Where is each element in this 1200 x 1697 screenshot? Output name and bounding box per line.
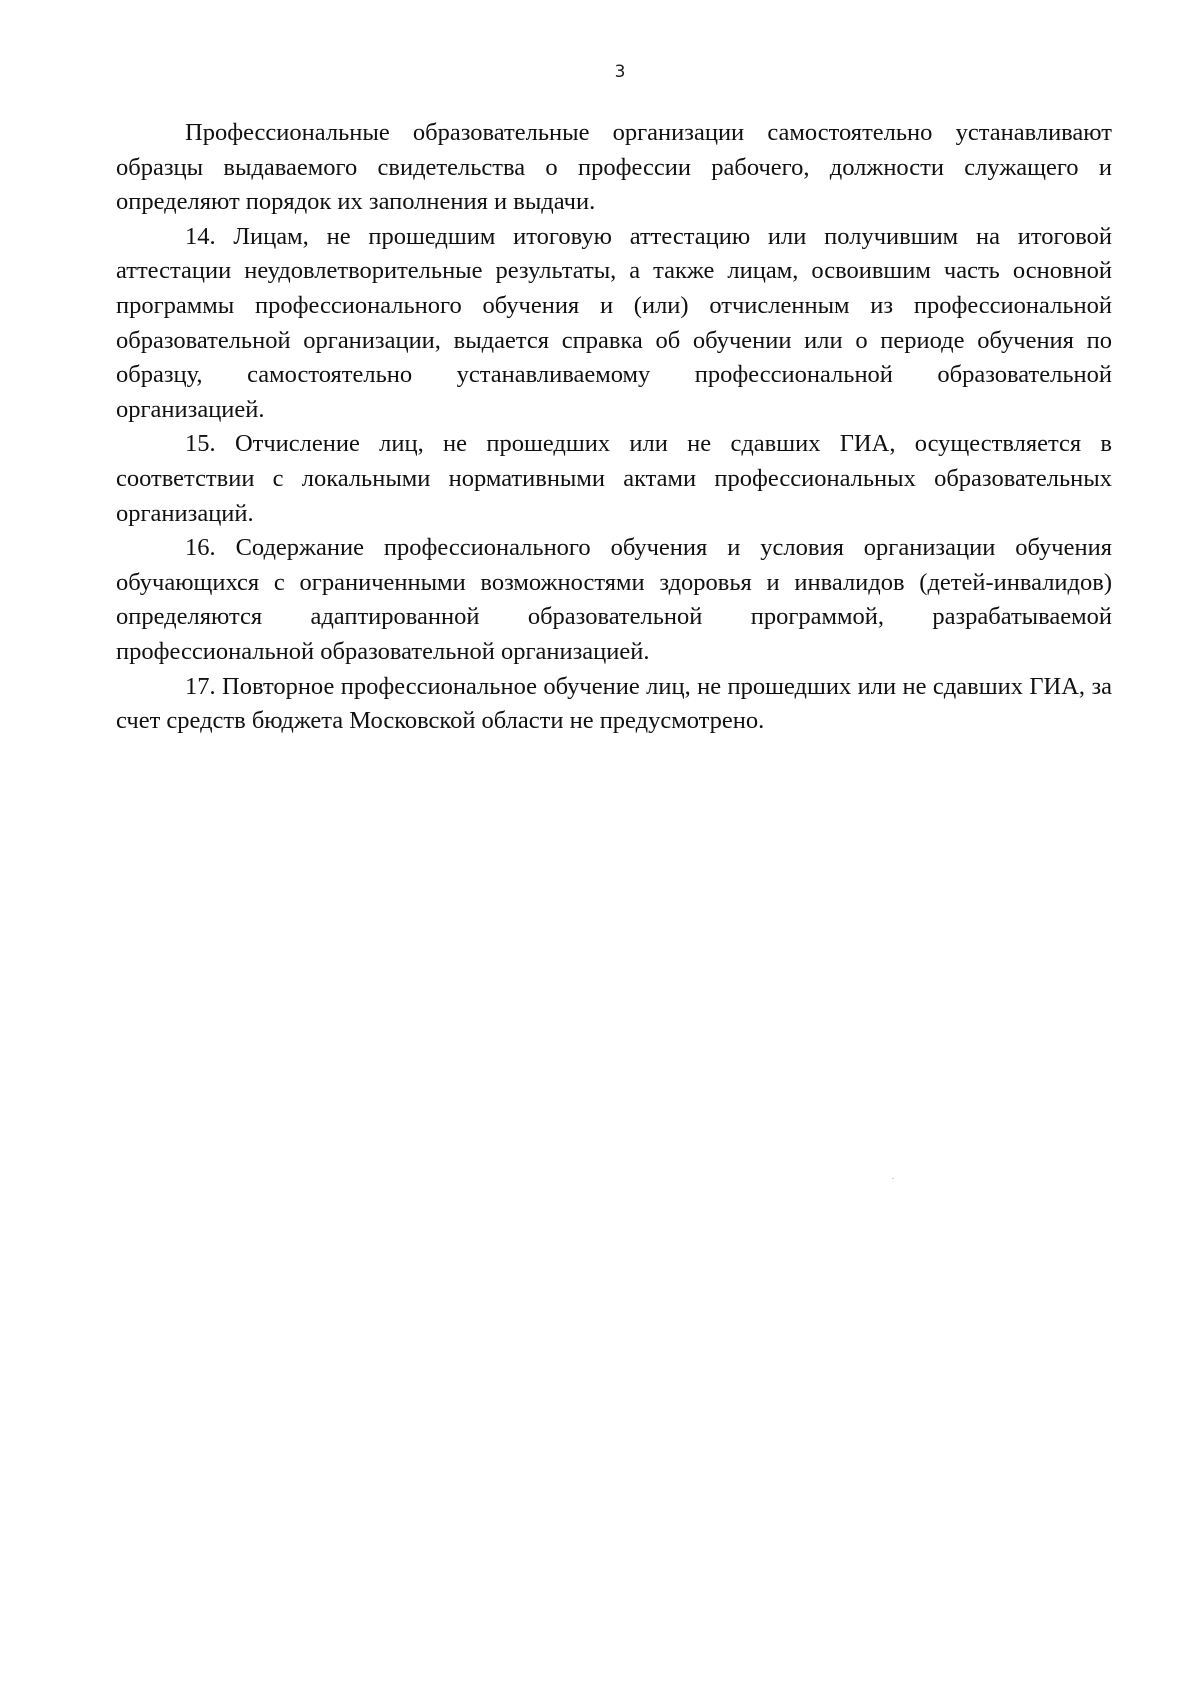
page-number: 3 — [614, 62, 626, 82]
document-body — [116, 116, 1112, 739]
paragraph-16: 16. Содержание профессионального обучения и условия организации обучения обучающихся с ограниченными возможностями здоровья и инвалидов (детей-инвалидов) определяются адаптированной образовательной программой, разрабатываемой профессиональной образовательной организацией. — [116, 534, 1112, 665]
paragraph-14: 14. Лицам, не прошедшим итоговую аттестацию или получившим на итоговой аттестации неудовлетворительные результаты, а также лицам, освоившим часть основной программы профессионального обучения и (или) отчисленным из профессиональной образовательной организации, выдается справка об обучении или о периоде обучения по образцу, самостоятельно устанавливаемому профессиональной образовательной организацией. — [116, 222, 1112, 423]
paragraph-certificate-samples: Профессиональные образовательные организации самостоятельно устанавливают образцы выдаваемого свидетельства о профессии рабочего, должности служащего и определяют порядок их заполнения и выдачи. — [116, 119, 1112, 216]
scan-speck — [892, 1178, 894, 1179]
paragraph-17: 17. Повторное профессиональное обучение лиц, не прошедших или не сдавших ГИА, за счет средств бюджета Московской области не предусмотрено. — [116, 672, 1112, 735]
paragraph-15: 15. Отчисление лиц, не прошедших или не сдавших ГИА, осуществляется в соответствии с локальными нормативными актами профессиональных образовательных организаций. — [116, 430, 1112, 527]
